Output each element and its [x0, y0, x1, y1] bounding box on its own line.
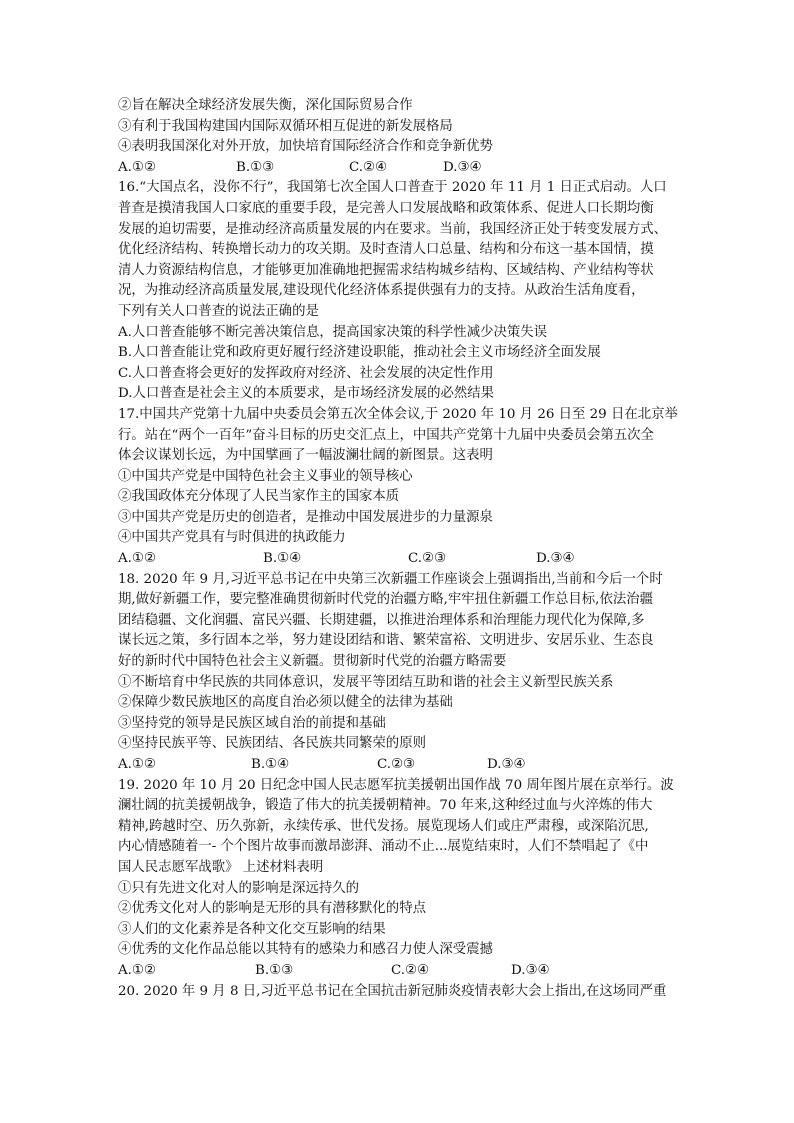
q18-option-a: A.①② [118, 757, 156, 772]
q19-stem-line: 19. 2020 年 10 月 20 日纪念中国人民志愿军抗美援朝出国作战 70 周年图片展在京举行。波 [118, 777, 674, 793]
q17-stem-line: 17.中国共产党第十九届中央委员会第五次全体会议,于 2020 年 10 月 26 日至 29 日在北京举 [118, 406, 678, 422]
q19-item-4: ④优秀的文化作品总能以其特有的感染力和感召力使人深受震撼 [118, 942, 493, 958]
q18-stem-line: 18. 2020 年 9 月,习近平总书记在中央第三次新疆工作座谈会上强调指出,当前和今后一个时 [118, 571, 663, 587]
q15-option-c: C.②④ [349, 159, 388, 175]
q19-item-1: ①只有先进文化对人的影响是深远持久的 [118, 880, 360, 896]
q17-option-d: D.③④ [536, 551, 575, 567]
q18-item-4: ④坚持民族平等、民族团结、各民族共同繁荣的原则 [118, 736, 426, 752]
q17-option-c: C.②③ [408, 551, 447, 567]
q18-stem-line: 期,做好新疆工作，要完整准确贯彻新时代党的治疆方略,牢牢扭住新疆工作总目标,依法治疆 [118, 592, 654, 608]
q17-item-1: ①中国共产党是中国特色社会主义事业的领导核心 [118, 468, 413, 484]
q17-stem-line: 行。站在“两个一百年”奋斗目标的历史交汇点上，中国共产党第十九届中央委员会第五次全 [118, 427, 654, 443]
q18-stem-line: 好的新时代中国特色社会主义新疆。贯彻新时代党的治疆方略需要 [118, 654, 507, 670]
q15-option-a: A.①② [118, 159, 156, 175]
q15-option-b: B.①③ [236, 159, 275, 175]
q18-stem-line: 谋长远之策，多行固本之举，努力建设团结和谐、繁荣富裕、文明进步、安居乐业、生态良 [118, 633, 654, 649]
question-18 [118, 570, 678, 776]
q19-item-3: ③人们的文化素养是各种文化交互影响的结果 [118, 921, 386, 937]
q19-stem-line: 精神,跨越时空、历久弥新，永续传承、世代发扬。展览现场人们或庄严肃穆，或深陷沉思, [118, 818, 649, 834]
q16-choice-a: A.人口普查能够不断完善决策信息，提高国家决策的科学性减少决策失误 [118, 324, 548, 340]
q19-item-2: ②优秀文化对人的影响是无形的具有潜移默化的特点 [118, 901, 426, 917]
q15-option-d: D.③④ [443, 159, 482, 175]
q17-stem-line: 体会议谋划长远，为中国擘画了一幅波澜壮阔的新图景。这表明 [118, 448, 493, 464]
q17-item-4: ④中国共产党具有与时俱进的执政能力 [118, 530, 346, 546]
question-17 [118, 405, 678, 570]
q19-stem-line: 澜壮阔的抗美援朝战争，锻造了伟大的抗美援朝精神。70 年来,这种经过血与火淬炼的伟大 [118, 798, 653, 814]
q16-stem-line: 发展的迫切需要，是推动经济高质量发展的内在要求。当前，我国经济正处于转变发展方式、 [118, 221, 668, 237]
q16-stem-line: 普查是摸清我国人口家底的重要手段，是完善人口发展战略和政策体系、促进人口长期均衡 [118, 200, 654, 216]
q16-stem-line: 下列有关人口普查的说法正确的是 [118, 303, 319, 319]
q17-option-b: B.①④ [263, 551, 302, 567]
question-20 [118, 982, 678, 1003]
q15-item-3: ③有利于我国构建国内国际双循环相互促进的新发展格局 [118, 118, 453, 134]
q16-stem-line: 清人力资源结构信息，才能够更加准确地把握需求结构城乡结构、区域结构、产业结构等状 [118, 262, 654, 278]
q16-stem-line: 优化经济结构、转换增长动力的攻关期。及时查清人口总量、结构和分布这一基本国情，摸 [118, 242, 654, 258]
q19-options [118, 961, 678, 982]
q18-options [118, 755, 678, 776]
q15-item-2: ②旨在解决全球经济发展失衡，深化国际贸易合作 [118, 98, 413, 113]
q19-option-a: A.①② [118, 962, 156, 978]
q18-option-b: B.①④ [251, 757, 290, 772]
page-content [118, 96, 678, 1002]
q19-option-b: B.①③ [255, 962, 294, 978]
q18-stem-line: 团结稳疆、文化润疆、富民兴疆、长期建疆，以推进治理体系和治理能力现代化为保障,多 [118, 612, 645, 628]
q19-stem-line: 国人民志愿军战歌》 上述材料表明 [118, 859, 324, 875]
q15-options [118, 158, 678, 179]
q16-stem-line: 况，为推动经济高质量发展,建设现代化经济体系提供强有力的支持。从政治生活角度看， [118, 283, 645, 299]
q19-option-d: D.③④ [511, 962, 550, 978]
q18-item-2: ②保障少数民族地区的高度自治必须以健全的法律为基础 [118, 695, 453, 711]
q17-options [118, 549, 678, 570]
q19-option-c: C.②④ [391, 962, 430, 978]
q19-stem-line: 内心情感随着一- 个个图片故事而激昂澎湃、涌动不止...展览结束时，人们不禁唱起了《中 [118, 839, 649, 855]
q17-option-a: A.①② [118, 551, 156, 567]
q15-item-4: ④表明我国深化对外开放，加快培育国际经济合作和竞争新优势 [118, 139, 493, 155]
q18-item-3: ③坚持党的领导是民族区域自治的前提和基础 [118, 715, 386, 731]
q16-choice-c: C.人口普查将会更好的发挥政府对经济、社会发展的决定性作用 [118, 365, 494, 381]
q18-option-c: C.②③ [377, 757, 416, 772]
q16-choice-b: B.人口普查能让党和政府更好履行经济建设职能，推动社会主义市场经济全面发展 [118, 345, 601, 361]
question-15-tail [118, 96, 678, 178]
q18-item-1: ①不断培育中华民族的共同体意识，发展平等团结互助和谐的社会主义新型民族关系 [118, 674, 614, 690]
q16-choice-d: D.人口普查是社会主义的本质要求，是市场经济发展的必然结果 [118, 386, 495, 402]
q18-option-d: D.③④ [487, 757, 526, 772]
question-19 [118, 776, 678, 982]
q17-item-2: ②我国政体充分体现了人民当家作主的国家本质 [118, 489, 400, 505]
q20-stem-line: 20. 2020 年 9 月 8 日,习近平总书记在全国抗击新冠肺炎疫情表彰大会上指出,在这场同严重 [118, 983, 667, 999]
question-16 [118, 178, 678, 405]
q17-item-3: ③中国共产党是历史的创造者，是推动中国发展进步的力量源泉 [118, 509, 493, 525]
q16-stem-line: 16.“大国点名，没你不行”，我国第七次全国人口普查于 2020 年 11 月 1 日正式启动。人口 [118, 180, 667, 196]
